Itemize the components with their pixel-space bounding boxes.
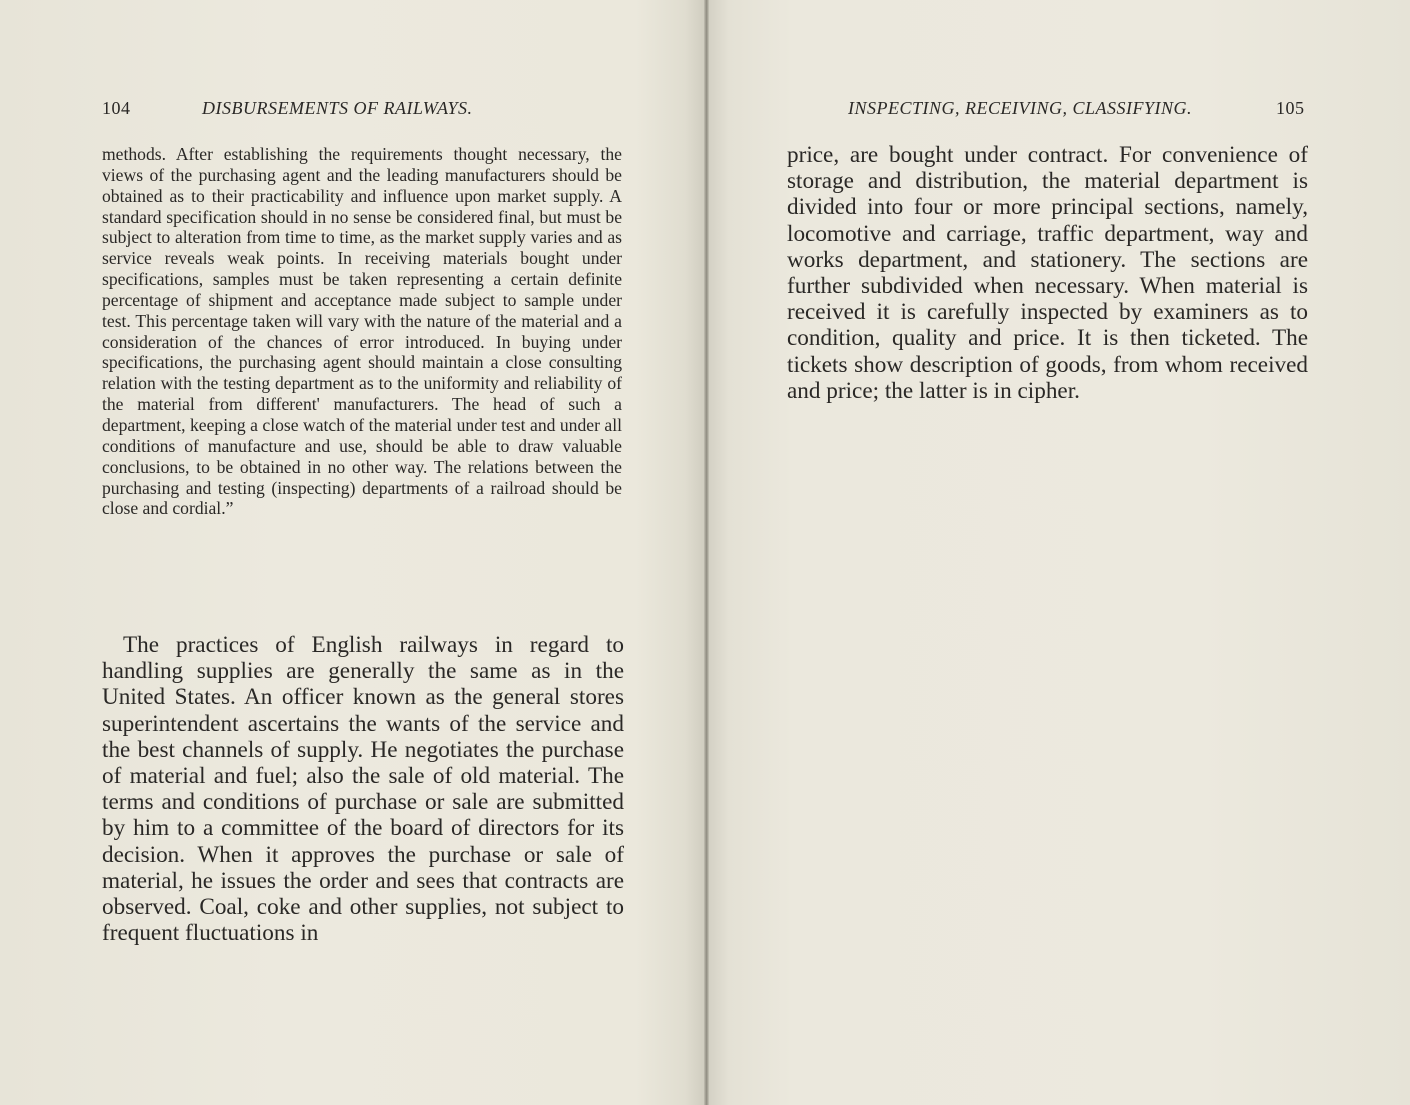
quoted-passage: methods. After establishing the requirements thought necessary, the views of the purchasing agent and the leading manufacturers should be obtained as to their practicability and influence upon market supply. A standard specification should in no sense be considered final, but must be subject to alteration from time to time, as the market supply varies and as service reveals weak points. In receiving materials bought under specifications, samples must be taken representing a certain definite percentage of shipment and acceptance made subject to sample under test. This percentage taken will vary with the nature of the material and a consideration of the chances of error introduced. In buying under specifications, the purchasing agent should maintain a close consulting relation with the testing department as to the uniformity and reliability of the material from different' manufacturers. The head of such a department, keeping a close watch of the material under test and under all conditions of manufacture and use, should be able to draw valuable conclusions, to be obtained in no other way. The relations between the purchasing and testing (inspecting) departments of a railroad should be close and cordial.” (102, 144, 622, 519)
left-body-paragraph: The practices of English railways in regard to handling supplies are generally the same as in the United States. An officer known as the general stores superintendent ascertains the wants of the service and the best channels of supply. He negotiates the purchase of material and fuel; also the sale of old material. The terms and conditions of purchase or sale are submitted by him to a committee of the board of directors for its decision. When it approves the purchase or sale of material, he issues the order and sees that contracts are observed. Coal, coke and other supplies, not subject to frequent fluctuations in (102, 632, 624, 947)
book-gutter (704, 0, 709, 1105)
left-page-number: 104 (102, 98, 131, 118)
left-running-title: DISBURSEMENTS OF RAILWAYS. (202, 98, 473, 118)
right-page-number: 105 (1276, 98, 1305, 118)
right-body-paragraph: price, are bought under contract. For convenience of storage and distribution, the material department is divided into four or more principal sections, namely, locomotive and carriage, traffic department, way and works department, and stationery. The sections are further subdivided when necessary. When material is received it is carefully inspected by examiners as to condition, quality and price. It is then ticketed. The tickets show description of goods, from whom received and price; the latter is in cipher. (787, 142, 1308, 404)
right-running-title: INSPECTING, RECEIVING, CLASSIFYING. (848, 98, 1192, 118)
